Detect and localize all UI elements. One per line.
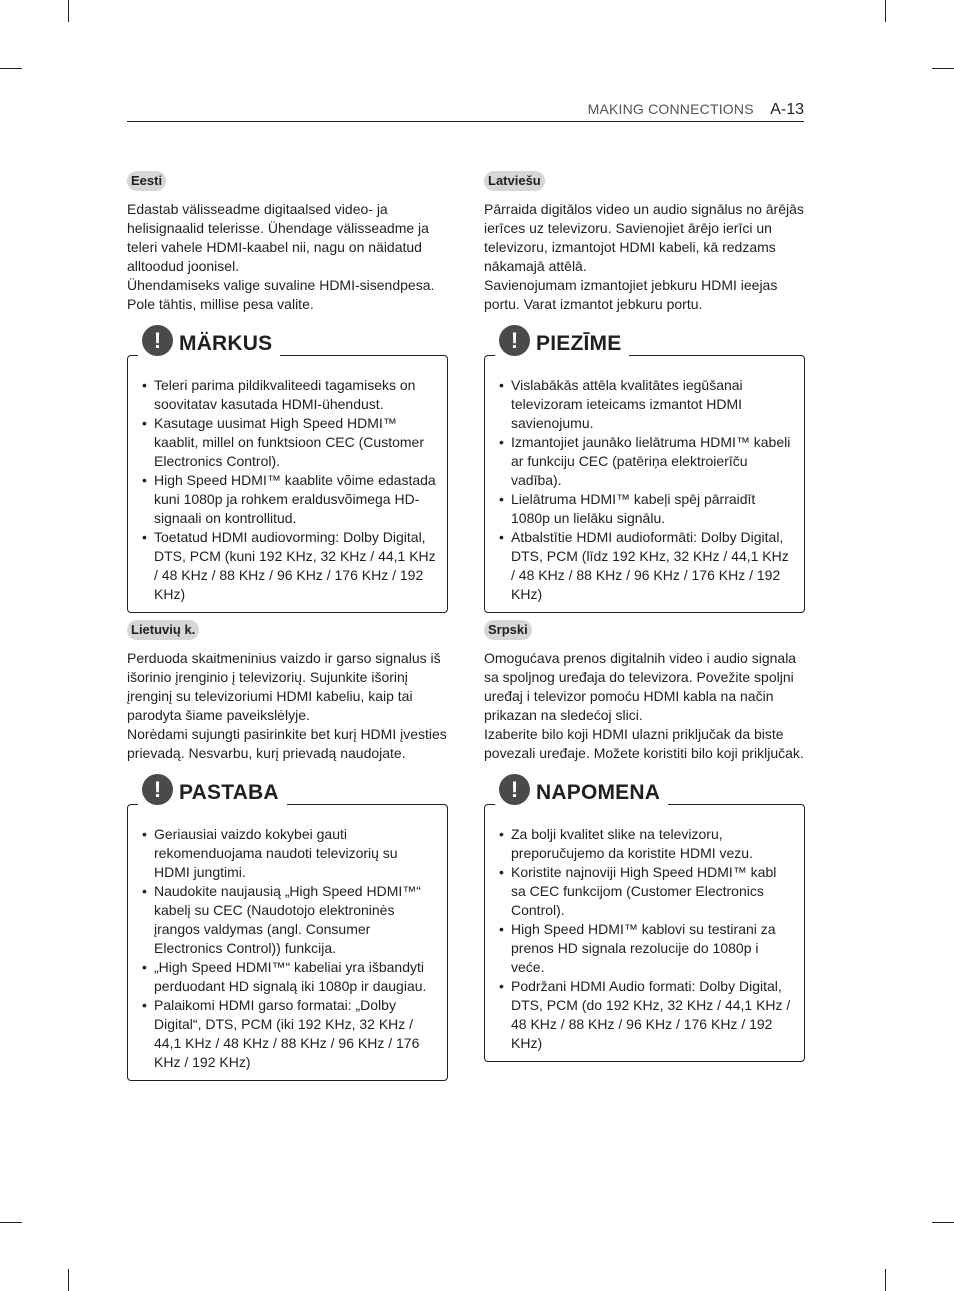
section-estonian [127, 171, 448, 613]
crop-mark [885, 1269, 886, 1291]
intro-paragraph: Edastab välisseadme digitaalsed video- ja helisignaalid telerisse. Ühendage välisseadme ja teleri vahele HDMI-kaabel nii, nagu on näidatud alltoodud joonisel. [127, 201, 429, 274]
note-list [495, 825, 794, 1053]
note-header [138, 776, 287, 805]
note-item: • Za bolji kvalitet slike na televizoru, preporučujemo da koristite HDMI vezu. [495, 825, 794, 863]
note-box [127, 776, 448, 1081]
note-item: • Lielātruma HDMI™ kabeļi spēj pārraidīt 1080p un lielāku signālu. [495, 490, 794, 528]
note-header [495, 776, 668, 805]
note-item: • Koristite najnoviji High Speed HDMI™ kabl sa CEC funkcijom (Customer Electronics Control). [495, 863, 794, 920]
intro-paragraph: Perduoda skaitmeninius vaizdo ir garso signalus iš išorinio įrenginio į televizorių. Sujunkite išorinį įrenginį su televizoriumi HDMI kabeliu, kaip tai parodyta šiame paveikslėlyje. [127, 650, 441, 723]
exclamation-icon: ! [142, 325, 173, 356]
note-box [484, 327, 805, 613]
note-item: • Geriausiai vaizdo kokybei gauti rekomenduojama naudoti televizorių su HDMI jungtimi. [138, 825, 437, 882]
note-item: • Podržani HDMI Audio formati: Dolby Digital, DTS, PCM (do 192 KHz, 32 KHz / 44,1 KHz / 48 KHz / 88 KHz / 96 KHz / 176 KHz / 192 KHz) [495, 977, 794, 1053]
intro-text [127, 649, 448, 763]
note-item: • Izmantojiet jaunāko lielātruma HDMI™ kabeli ar funkciju CEC (patēriņa elektroierīču vadība). [495, 433, 794, 490]
intro-text [484, 649, 805, 763]
section-latvian [484, 171, 805, 613]
note-header [495, 327, 629, 356]
intro-paragraph: Pārraida digitālos video un audio signālus no ārējās ierīces uz televizoru. Savienojiet ārējo ierīci un televizoru, izmantojot HDMI kabeli, kā redzams nākamajā attēlā. [484, 201, 804, 274]
note-title: MÄRKUS [179, 332, 273, 355]
crop-mark [885, 0, 886, 22]
crop-mark [68, 0, 69, 22]
note-item: • Kasutage uusimat High Speed HDMI™ kaablit, millel on funktsioon CEC (Customer Electronics Control). [138, 414, 437, 471]
intro-paragraph: Ühendamiseks valige suvaline HDMI-sisendpesa. Pole tähtis, millise pesa valite. [127, 277, 435, 312]
note-item: • High Speed HDMI™ kaablite võime edastada kuni 1080p ja rohkem eraldusvõimega HD-signaali on kontrollitud. [138, 471, 437, 528]
intro-paragraph: Izaberite bilo koji HDMI ulazni priključak da biste povezali uređaje. Možete koristiti bilo koji priključak. [484, 726, 804, 761]
note-item: • Toetatud HDMI audiovorming: Dolby Digital, DTS, PCM (kuni 192 KHz, 32 KHz / 44,1 KHz / 48 KHz / 88 KHz / 96 KHz / 176 KHz / 192 KHz) [138, 528, 437, 604]
crop-mark [68, 1269, 69, 1291]
note-item: • Palaikomi HDMI garso formatai: „Dolby Digital“, DTS, PCM (iki 192 KHz, 32 KHz / 44,1 KHz / 48 KHz / 88 KHz / 96 KHz / 176 KHz / 192 KHz) [138, 996, 437, 1072]
note-title: PIEZĪME [536, 332, 622, 355]
crop-mark [932, 1222, 954, 1223]
language-badge: Eesti [127, 171, 166, 191]
section-title: MAKING CONNECTIONS [587, 101, 754, 117]
note-item: • Naudokite naujausią „High Speed HDMI™“ kabelį su CEC (Naudotojo elektroninės įrangos valdymas (angl. Consumer Electronics Control)) funkcija. [138, 882, 437, 958]
note-list [138, 376, 437, 604]
exclamation-icon: ! [499, 774, 530, 805]
language-badge: Lietuvių k. [127, 620, 199, 640]
section-lithuanian [127, 620, 448, 1081]
note-header [138, 327, 280, 356]
language-badge: Latviešu [484, 171, 545, 191]
page-header [127, 101, 804, 122]
note-item: • Vislabākās attēla kvalitātes iegūšanai televizoram ieteicams izmantot HDMI savienojumu. [495, 376, 794, 433]
intro-paragraph: Omogućava prenos digitalnih video i audio signala sa spoljnog uređaja do televizora. Povežite spoljni uređaj i televizor pomoću HDMI kabla na način prikazan na sledećoj slici. [484, 650, 797, 723]
note-list [138, 825, 437, 1072]
crop-mark [932, 68, 954, 69]
exclamation-icon: ! [142, 774, 173, 805]
note-item: • „High Speed HDMI™“ kabeliai yra išbandyti perduodant HD signalą iki 1080p ir daugiau. [138, 958, 437, 996]
note-list [495, 376, 794, 604]
note-item: • Teleri parima pildikvaliteedi tagamiseks on soovitatav kasutada HDMI-ühendust. [138, 376, 437, 414]
exclamation-icon: ! [499, 325, 530, 356]
intro-text [484, 200, 805, 314]
section-serbian [484, 620, 805, 1062]
intro-text [127, 200, 448, 314]
language-badge: Srpski [484, 620, 532, 640]
note-box [127, 327, 448, 613]
note-box [484, 776, 805, 1062]
crop-mark [0, 1222, 22, 1223]
note-item: • High Speed HDMI™ kablovi su testirani za prenos HD signala rezolucije do 1080p i veće. [495, 920, 794, 977]
note-item: • Atbalstītie HDMI audioformāti: Dolby Digital, DTS, PCM (līdz 192 KHz, 32 KHz / 44,1 KHz / 48 KHz / 88 KHz / 96 KHz / 176 KHz / 192 KHz) [495, 528, 794, 604]
note-title: NAPOMENA [536, 781, 661, 804]
intro-paragraph: Savienojumam izmantojiet jebkuru HDMI ieejas portu. Varat izmantot jebkuru portu. [484, 277, 778, 312]
intro-paragraph: Norėdami sujungti pasirinkite bet kurį HDMI įvesties prievadą. Nesvarbu, kurį prievadą naudojate. [127, 726, 447, 761]
note-title: PASTABA [179, 781, 279, 804]
page-number: A-13 [770, 101, 804, 118]
crop-mark [0, 68, 22, 69]
